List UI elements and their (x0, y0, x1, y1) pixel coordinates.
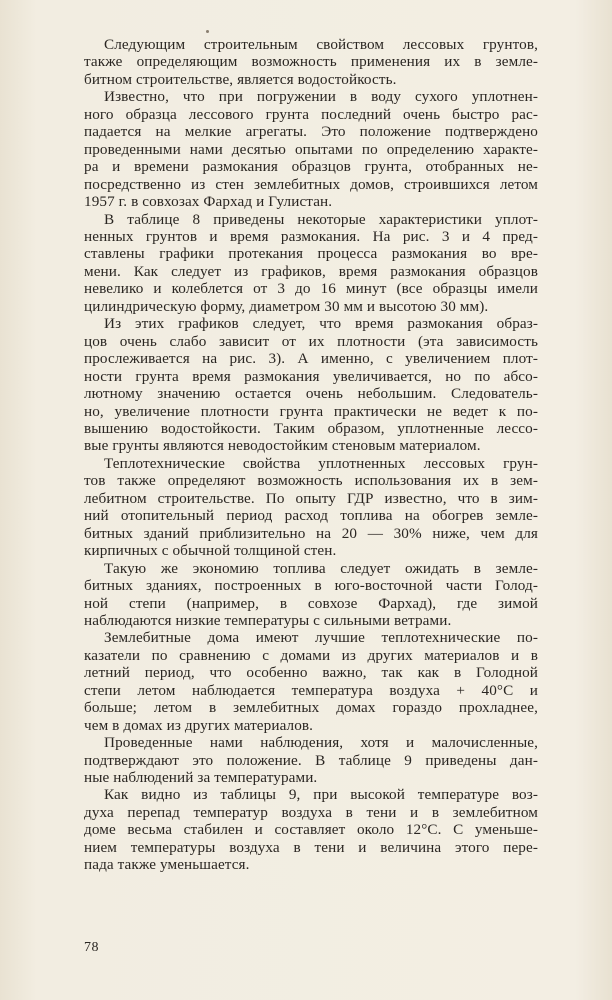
paragraph (84, 455, 538, 560)
paragraph (84, 629, 538, 734)
text-line: нием температуры воздуха в тени и величина этого пере- (84, 838, 538, 856)
page-number: 78 (84, 940, 99, 955)
text-line: Землебитные дома имеют лучшие теплотехнические по- (104, 629, 538, 647)
text-line: прослеживается на рис. 3). А именно, с увеличением плот- (84, 350, 538, 368)
paragraph (84, 560, 538, 630)
text-line: ра и времени размокания образцов грунта, отобранных не- (84, 158, 538, 176)
text-line: но, увеличение плотности грунта практически не ведет к по- (84, 402, 538, 420)
text-line: невелико и колеблется от 3 до 16 минут (все образцы имели (84, 280, 538, 298)
text-line: больше; летом в землебитных домах гораздо прохладнее, (84, 699, 538, 717)
text-line: проведенными нами десятью опытами по определению характе- (84, 140, 538, 158)
text-line: Такую же экономию топлива следует ожидать в земле- (104, 559, 538, 577)
text-line: Теплотехнические свойства уплотненных лессовых грун- (104, 454, 538, 472)
text-line: падается на мелкие агрегаты. Это положение подтверждено (84, 123, 538, 141)
text-line: ного образца лессового грунта последний очень быстро рас- (84, 105, 538, 123)
text-line: Из этих графиков следует, что время размокания образ- (104, 315, 538, 333)
text-line: ности грунта время размокания увеличивается, но по абсо- (84, 367, 538, 385)
page-body (84, 36, 538, 874)
text-line: пада также уменьшается. (84, 856, 250, 874)
text-line: лебитном строительстве. По опыту ГДР известно, что в зим- (84, 489, 538, 507)
text-line: ненных грунтов и время размокания. На рис. 3 и 4 пред- (84, 227, 538, 245)
text-line: степи летом наблюдается температура воздуха + 40°С и (84, 681, 538, 699)
text-line: ний отопительный период расход топлива на обогрев земле- (84, 507, 538, 525)
text-line: 1957 г. в совхозах Фархад и Гулистан. (84, 193, 333, 211)
text-line: битном строительстве, является водостойкость. (84, 70, 397, 88)
text-line: ставлены графики протекания процесса размокания во вре- (84, 245, 538, 263)
text-line: ной степи (например, в совхозе Фархад), где зимой (84, 594, 538, 612)
text-line: Как видно из таблицы 9, при высокой температуре воз- (104, 786, 538, 804)
text-line: доме весьма стабилен и составляет около 12°С. С уменьше- (84, 821, 538, 839)
text-line: лютному значению остается очень небольшим. Следователь- (84, 385, 538, 403)
text-line: тов также определяют возможность использования их в зем- (84, 472, 538, 490)
text-line: Следующим строительным свойством лессовых грунтов, (104, 36, 538, 53)
text-line: вые грунты являются неводостойким стеновым материалом. (84, 437, 481, 455)
text-line: духа перепад температур воздуха в тени и в землебитном (84, 803, 538, 821)
text-line: подтверждают это положение. В таблице 9 приведены дан- (84, 751, 538, 769)
text-line: битных зданий приблизительно на 20 — 30% ниже, чем для (84, 524, 538, 542)
paragraph (84, 734, 538, 786)
text-line: летний период, что особенно важно, так как в Голодной (84, 664, 538, 682)
paragraph (84, 786, 538, 873)
text-line: посредственно из стен землебитных домов, строившихся летом (84, 175, 538, 193)
text-line: битных зданиях, построенных в юго-восточной части Голод- (84, 577, 538, 595)
paragraph (84, 36, 538, 88)
print-speck (206, 30, 209, 33)
text-line: также определяющим возможность применения их в земле- (84, 53, 538, 71)
paragraph (84, 88, 538, 210)
paragraph (84, 211, 538, 316)
text-line: кирпичных с обычной толщиной стен. (84, 542, 337, 560)
text-line: цилиндрическую форму, диаметром 30 мм и высотою 30 мм). (84, 297, 489, 315)
paragraph (84, 315, 538, 455)
text-line: Проведенные нами наблюдения, хотя и малочисленные, (104, 734, 538, 752)
text-line: цов очень слабо зависит от их плотности (эта зависимость (84, 332, 538, 350)
text-line: казатели по сравнению с домами из других материалов и в (84, 646, 538, 664)
text-line: чем в домах из других материалов. (84, 716, 314, 734)
text-line: Известно, что при погружении в воду сухого уплотнен- (104, 88, 538, 106)
text-line: В таблице 8 приведены некоторые характеристики уплот- (104, 210, 538, 228)
text-line: мени. Как следует из графиков, время размокания образцов (84, 262, 538, 280)
text-line: наблюдаются низкие температуры с сильными ветрами. (84, 611, 452, 629)
text-line: вышению водостойкости. Таким образом, уплотненные лессо- (84, 419, 538, 437)
text-line: ные наблюдений за температурами. (84, 769, 318, 787)
